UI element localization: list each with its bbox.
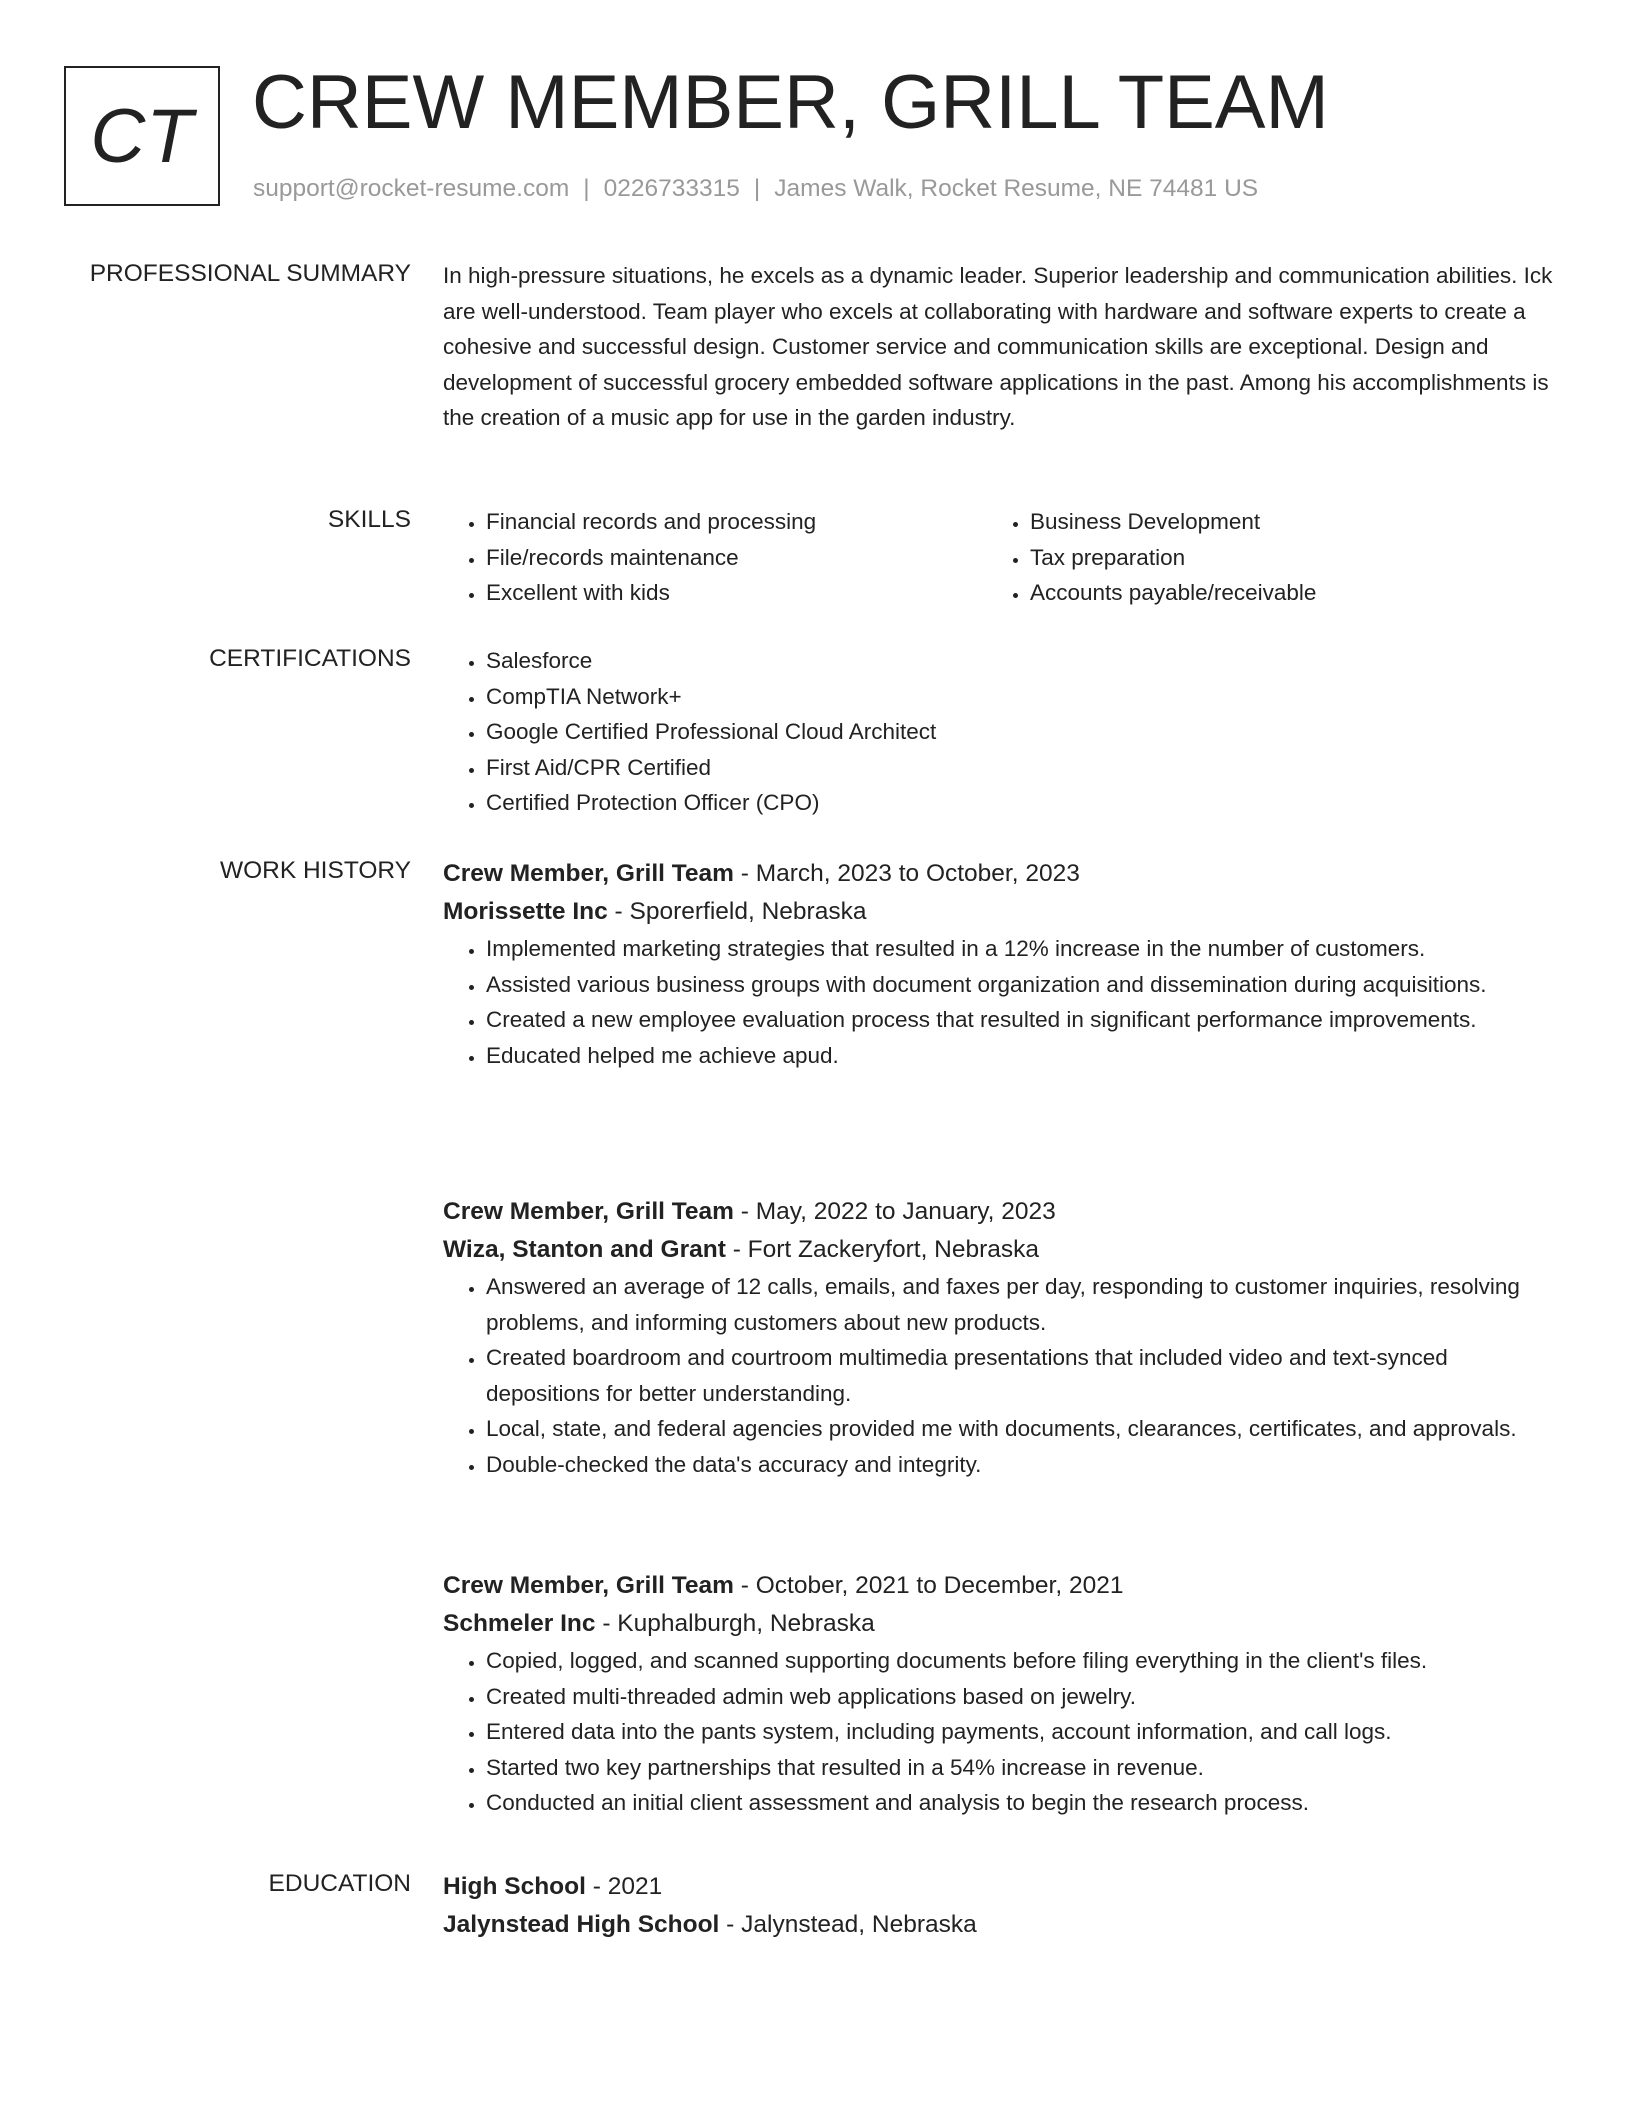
job-bullet-list [443, 1643, 1553, 1821]
section-label-certifications: CERTIFICATIONS [209, 645, 411, 672]
education-location: - Jalynstead, Nebraska [719, 1911, 977, 1938]
job-company: Wiza, Stanton and Grant [443, 1236, 726, 1263]
summary-text: In high-pressure situations, he excels as a dynamic leader. Superior leadership and communication abilities. Ick are well-understood. Team player who excels at collaborating with hardware and software experts to create a cohesive and successful design. Customer service and communication skills are exceptional. Design and development of successful grocery embedded software applications in the past. Among his accomplishments is the creation of a music app for use in the garden industry. [443, 263, 1553, 431]
section-label-summary: PROFESSIONAL SUMMARY [89, 260, 411, 287]
job-bullet: • Local, state, and federal agencies provided me with documents, clearances, certificates, and approvals. [486, 1411, 1553, 1447]
job-location: - Fort Zackeryfort, Nebraska [725, 1236, 1040, 1263]
education-degree-line [443, 1868, 1553, 1906]
job-company-line [443, 1605, 1553, 1643]
job-company: Morissette Inc [443, 898, 608, 925]
job-bullet: • Double-checked the data's accuracy and integrity. [486, 1447, 1553, 1483]
job-entry [443, 855, 1553, 1073]
skills-column-right [987, 504, 1531, 611]
job-bullet: • Assisted various business groups with document organization and dissemination during acquisitions. [486, 967, 1553, 1003]
job-bullet: • Started two key partnerships that resulted in a 54% increase in revenue. [486, 1750, 1553, 1786]
education-school: Jalynstead High School [443, 1911, 720, 1938]
skills-body [443, 504, 1553, 611]
skills-grid [443, 504, 1553, 611]
certification-item: • Google Certified Professional Cloud Architect [486, 714, 1553, 750]
education-degree: High School [443, 1873, 586, 1900]
certifications-body [443, 643, 1553, 821]
certification-item: • First Aid/CPR Certified [486, 750, 1553, 786]
section-label-education: EDUCATION [268, 1870, 411, 1897]
job-entry [443, 1193, 1553, 1483]
certification-item: • Salesforce [486, 643, 1553, 679]
job-bullet: • Created a new employee evaluation process that resulted in significant performance improvements. [486, 1002, 1553, 1038]
job-bullet: • Created boardroom and courtroom multimedia presentations that included video and text-synced depositions for better understanding. [486, 1340, 1553, 1411]
education-year: - 2021 [585, 1873, 663, 1900]
skill-item: • File/records maintenance [486, 540, 987, 576]
monogram-logo: CT [64, 66, 220, 206]
education-body [443, 1868, 1553, 1944]
contact-separator: | [753, 175, 761, 202]
job-company: Schmeler Inc [443, 1610, 596, 1637]
job-bullet: • Answered an average of 12 calls, emails, and faxes per day, responding to customer inquiries, resolving problems, and informing customers about new products. [486, 1269, 1553, 1340]
resume-title: CREW MEMBER, GRILL TEAM [252, 60, 1329, 145]
skills-column-left [443, 504, 987, 611]
skill-item: • Financial records and processing [486, 504, 987, 540]
skill-item: • Tax preparation [1030, 540, 1531, 576]
contact-line [253, 174, 1258, 204]
certification-item: • Certified Protection Officer (CPO) [486, 785, 1553, 821]
certifications-list [443, 643, 1553, 821]
job-title-line [443, 1567, 1553, 1605]
job-title-line [443, 855, 1553, 893]
skills-list-right [987, 504, 1531, 611]
job-bullet: • Entered data into the pants system, including payments, account information, and call logs. [486, 1714, 1553, 1750]
job-title: Crew Member, Grill Team [443, 860, 734, 887]
job-bullet: • Created multi-threaded admin web applications based on jewelry. [486, 1679, 1553, 1715]
job-dates: - March, 2023 to October, 2023 [733, 860, 1080, 887]
job-bullet-list [443, 1269, 1553, 1483]
job-bullet: • Copied, logged, and scanned supporting documents before filing everything in the client's files. [486, 1643, 1553, 1679]
skill-item: • Excellent with kids [486, 575, 987, 611]
skill-item: • Business Development [1030, 504, 1531, 540]
job-title: Crew Member, Grill Team [443, 1572, 734, 1599]
job-title-line [443, 1193, 1553, 1231]
section-label-skills: SKILLS [327, 506, 411, 533]
job-company-line [443, 893, 1553, 931]
certification-item: • CompTIA Network+ [486, 679, 1553, 715]
job-dates: - May, 2022 to January, 2023 [733, 1198, 1056, 1225]
contact-phone: 0226733315 [603, 175, 740, 202]
skills-list-left [443, 504, 987, 611]
job-dates: - October, 2021 to December, 2021 [733, 1572, 1124, 1599]
job-company-line [443, 1231, 1553, 1269]
summary-body [443, 258, 1553, 436]
job-bullet: • Educated helped me achieve apud. [486, 1038, 1553, 1074]
education-school-line [443, 1906, 1553, 1944]
job-entry [443, 1567, 1553, 1821]
skill-item: • Accounts payable/receivable [1030, 575, 1531, 611]
job-bullet-list [443, 931, 1553, 1073]
job-title: Crew Member, Grill Team [443, 1198, 734, 1225]
contact-address: James Walk, Rocket Resume, NE 74481 US [774, 175, 1259, 202]
section-label-work-history: WORK HISTORY [219, 857, 411, 884]
job-location: - Kuphalburgh, Nebraska [595, 1610, 875, 1637]
contact-email: support@rocket-resume.com [253, 175, 570, 202]
job-location: - Sporerfield, Nebraska [607, 898, 867, 925]
contact-separator: | [583, 175, 590, 202]
job-bullet: • Implemented marketing strategies that resulted in a 12% increase in the number of customers. [486, 931, 1553, 967]
job-bullet: • Conducted an initial client assessment and analysis to begin the research process. [486, 1785, 1553, 1821]
